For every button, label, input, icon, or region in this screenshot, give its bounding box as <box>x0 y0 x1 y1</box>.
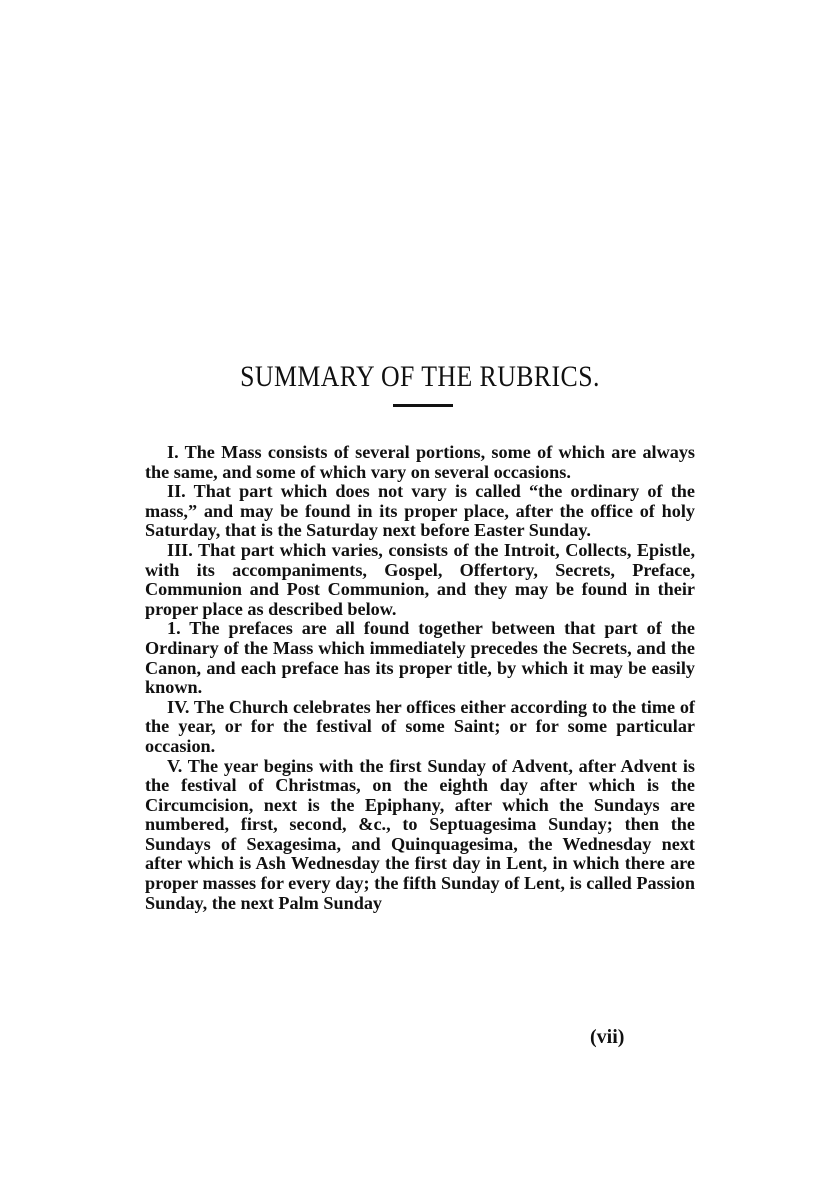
title-rule <box>393 404 453 407</box>
page-title: SUMMARY OF THE RUBRICS. <box>240 360 600 394</box>
paragraph-1: 1. The prefaces are all found together between that part of the Ordinary of the Mass which immediately precedes the Secrets, and the Canon, and each preface has its proper title, by which it may be easily known. <box>145 618 695 698</box>
paragraph-v: V. The year begins with the first Sunday of Advent, after Advent is the festival of Christmas, on the eighth day after which is the Circumcision, next is the Epiphany, after which the Sundays are numbered, first, second, &c., to Septuagesima Sunday; then the Sundays of Sexagesima, and Quinquagesima, the Wednesday next after which is Ash Wednesday the first day in Lent, in which there are proper masses for every day; the fifth Sunday of Lent, is called Passion Sunday, the next Palm Sunday <box>145 755 695 913</box>
rubrics-body <box>145 443 695 913</box>
paragraph-ii: II. That part which does not vary is called “the ordinary of the mass,” and may be found in its proper place, after the office of holy Saturday, that is the Saturday next before Easter Sunday. <box>145 481 695 541</box>
paragraph-iv: IV. The Church celebrates her offices either according to the time of the year, or for the festival of some Saint; or for some particular occasion. <box>145 696 695 756</box>
paragraph-iii: III. That part which varies, consists of the Introit, Collects, Epistle, with its accompaniments, Gospel, Offertory, Secrets, Preface, Communion and Post Communion, and they may be found in their proper place as described below. <box>145 539 695 619</box>
page-number: (vii) <box>590 1026 625 1048</box>
paragraph-i: I. The Mass consists of several portions, some of which are always the same, and some of which vary on several occasions. <box>145 442 695 482</box>
